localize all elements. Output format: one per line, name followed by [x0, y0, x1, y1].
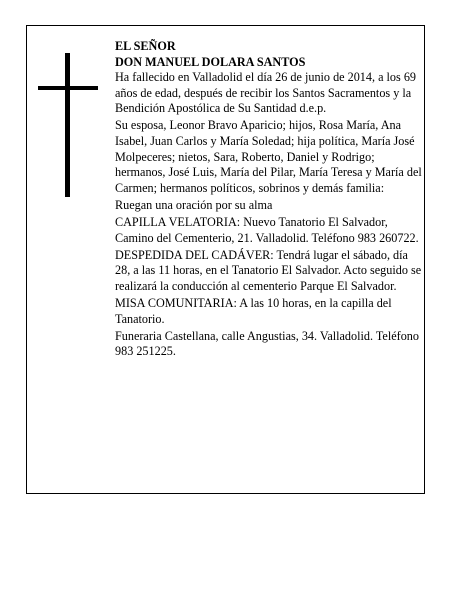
- wake-chapel-info: CAPILLA VELATORIA: Nuevo Tanatorio El Salvador, Camino del Cementerio, 21. Valladolid. Teléfono 983 260722.: [115, 215, 419, 245]
- cross-vertical-bar: [65, 53, 70, 197]
- farewell-info: DESPEDIDA DEL CADÁVER: Tendrá lugar el sábado, día 28, a las 11 horas, en el Tanatorio El Salvador. Acto seguido se realizará la conducción al cementerio Parque El Salvador.: [115, 247, 422, 293]
- community-mass-info: MISA COMUNITARIA: A las 10 horas, en la capilla del Tanatorio.: [115, 296, 392, 326]
- death-announcement: Ha fallecido en Valladolid el día 26 de junio de 2014, a los 69 años de edad, después de recibir los Santos Sacramentos y la Bendición Apostólica de Su Santidad d.e.p.: [115, 70, 417, 116]
- prayer-request: Ruegan una oración por su alma: [115, 197, 273, 212]
- funeral-home-info: Funeraria Castellana, calle Angustias, 34. Valladolid. Teléfono 983 251225.: [115, 328, 419, 359]
- deceased-title: EL SEÑOR: [115, 39, 176, 53]
- cross-horizontal-bar: [38, 86, 98, 90]
- cross-icon: [38, 53, 98, 197]
- obituary-text: [115, 39, 422, 361]
- deceased-name: DON MANUEL DOLARA SANTOS: [115, 54, 306, 69]
- family-list: Su esposa, Leonor Bravo Aparicio; hijos, Rosa María, Ana Isabel, Juan Carlos y María Soledad; hija política, María José Molpeceres; nietos, Sara, Roberto, Daniel y Rodrigo; hermanos, José Luis, María del Pilar, María Teresa y María del Carmen; hermanos políticos, sobrinos y demás familia:: [115, 118, 422, 195]
